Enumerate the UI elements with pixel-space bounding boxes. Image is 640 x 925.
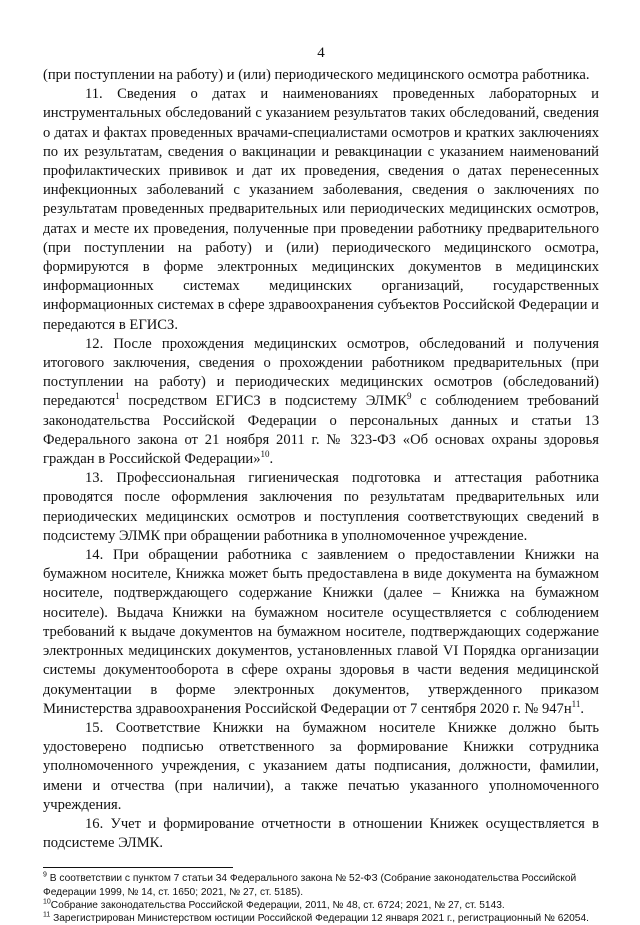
- paragraph-14: [43, 546, 599, 719]
- footnote-11: [43, 912, 599, 925]
- footnote-ref-11: 11: [571, 698, 581, 709]
- footnote-ref-10: 10: [260, 449, 270, 460]
- footnotes: [43, 872, 599, 925]
- paragraph-13: 13. Профессиональная гигиеническая подготовка и аттестация работника проводятся после оформления заключения по результатам предварительных или периодических медицинских осмотров и поступления соответствующих сведений в подсистему ЭЛМК при обращении работника в уполномоченное учреждение.: [43, 470, 599, 544]
- footnote-divider: [43, 867, 233, 868]
- paragraph-12-text-before: 12. После прохождения медицинских осмотров, обследований и получения итогового заключения, сведения о прохождении работником предварительных (при поступлении на работу) и периодических медицинских осмотров (обследований) передаются: [43, 335, 599, 410]
- page-number: 4: [317, 45, 325, 61]
- footnote-text: Зарегистрирован Министерством юстиции Российской Федерации 12 января 2021 г., регистрационный № 62054.: [50, 912, 589, 924]
- document-body: [43, 66, 599, 853]
- footnote-ref-9: 9: [407, 391, 412, 402]
- footnote-text: Собрание законодательства Российской Федерации, 2011, № 48, ст. 6724; 2021, № 27, ст. 5143.: [50, 899, 505, 911]
- paragraph-11: 11. Сведения о датах и наименованиях проведенных лабораторных и инструментальных обследований с указанием результатов таких обследований, сведения о датах и фактах проведенных врачами-специалистами осмотров и кратких заключениях по их результатам, сведения о вакцинации и ревакцинации с указанием наименований профилактических прививок и дат их проведения, сведения о датах перенесенных инфекционных заболеваний с указанием заболевания, сведения о заключениях по результатам проведенных предварительных или периодических медицинских осмотров, датах и месте их проведения, полученные при проведении работнику предварительного (при поступлении на работу) и (или) периодического медицинского осмотра, формируются в форме электронных медицинских документов в медицинских информационных системах медицинских организаций, государственных информационных системах в сфере здравоохранения субъектов Российской Федерации и передаются в ЕГИСЗ.: [43, 86, 599, 333]
- footnote-text: В соответствии с пунктом 7 статьи 34 Федерального закона № 52-ФЗ (Собрание законодательства Российской Федерации 1999, № 14, ст. 1650; 2021, № 27, ст. 5185).: [43, 873, 577, 898]
- paragraph-continuation: (при поступлении на работу) и (или) периодического медицинского осмотра работника.: [43, 67, 590, 83]
- footnote-10: [43, 899, 599, 912]
- paragraph-14-text-end: .: [580, 700, 584, 717]
- footnote-mark: 10: [43, 898, 51, 906]
- paragraph-12-text-after: с соблюдением требований законодательства Российской Федерации о персональных данных и статьи 13 Федерального закона от 21 ноября 2011 г. № 323-ФЗ «Об основах охраны здоровья граждан в Российской Федерации»: [43, 393, 599, 468]
- paragraph-15: 15. Соответствие Книжки на бумажном носителе Книжке должно быть удостоверено подписью ответственного за формирование Книжки сотрудника уполномоченного учреждения, с указанием даты подписания, должности, фамилии, имени и отчества (при наличии), а также печатью указанного уполномоченного учреждения.: [43, 719, 599, 813]
- footnote-mark: 11: [43, 911, 51, 919]
- paragraph-14-text-before: 14. При обращении работника с заявлением о предоставлении Книжки на бумажном носителе, Книжка может быть предоставлена в виде документа на бумажном носителе, подтверждающего содержание Книжки (далее – Книжка на бумажном носителе). Выдача Книжки на бумажном носителе осуществляется с соблюдением требований к выдаче документов на бумажном носителе, подтверждающих содержание электронных медицинских документов, установленных главой VI Порядка организации системы документооборота в сфере охраны здоровья в части ведения медицинской документации в форме электронных документов, утвержденного приказом Министерства здравоохранения Российской Федерации от 7 сентября 2020 г. № 947н: [43, 547, 599, 717]
- footnote-9: [43, 872, 599, 898]
- footnote-mark: 9: [43, 871, 47, 879]
- paragraph-12: [43, 335, 599, 469]
- footnote-ref-1: 1: [115, 391, 120, 402]
- paragraph-16: 16. Учет и формирование отчетности в отношении Книжек осуществляется в подсистеме ЭЛМК.: [43, 815, 599, 852]
- paragraph-12-text-end: .: [269, 451, 274, 468]
- paragraph-12-text-mid: посредством ЕГИСЗ в подсистему ЭЛМК: [119, 393, 408, 410]
